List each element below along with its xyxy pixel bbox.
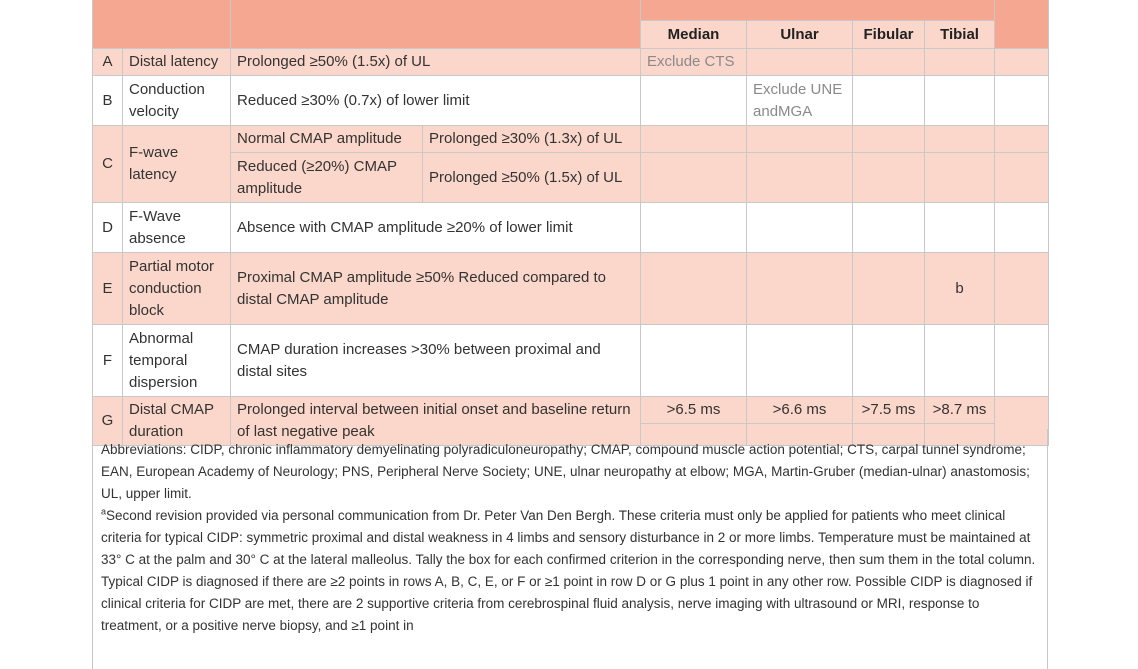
cell-tibial: [925, 49, 995, 76]
row-criterion-name: Distal latency: [123, 49, 231, 76]
cell-total: [995, 49, 1049, 76]
row-definition: Prolonged ≥50% (1.5x) of UL: [231, 49, 641, 76]
cell-tibial: [925, 76, 995, 126]
row-criterion-name: F-Wave absence: [123, 203, 231, 253]
row-definition: Prolonged ≥50% (1.5x) of UL: [423, 153, 641, 203]
header-nerves: [641, 0, 995, 21]
cell-median: [641, 126, 747, 153]
cell-ulnar: [747, 253, 853, 325]
cell-fibular: [853, 49, 925, 76]
row-d: [93, 203, 1049, 253]
cell-fibular: [853, 76, 925, 126]
footnote: [101, 505, 1039, 637]
row-letter: D: [93, 203, 123, 253]
cell-tibial: [925, 325, 995, 397]
footnote-text: Second revision provided via personal communication from Dr. Peter Van Den Bergh. These criteria must only be applied for patients who meet clinical criteria for typical CIDP: symmetric proximal and distal weakness in 4 limbs and sensory disturbance in 2 or more limbs. Temperature must be maintained at 33° C at the palm and 30° C at the lateral malleolus. Tally the box for each confirmed criterion in the corresponding nerve, then sum them in the total column. Typical CIDP is diagnosed if there are ≥2 points in rows A, B, C, E, or F or ≥1 point in row D or G plus 1 point in any other row. Possible CIDP is diagnosed if clinical criteria for CIDP are met, there are 2 supportive criteria from cerebrospinal fluid analysis, nerve imaging with ultrasound or MRI, response to treatment, or a positive nerve biopsy, and ≥1 point in: [101, 508, 1036, 633]
cell-total: [995, 76, 1049, 126]
row-e: [93, 253, 1049, 325]
row-a: [93, 49, 1049, 76]
cell-tibial: [925, 126, 995, 153]
row-definition: CMAP duration increases >30% between proximal and distal sites: [231, 325, 641, 397]
row-definition: Proximal CMAP amplitude ≥50% Reduced compared to distal CMAP amplitude: [231, 253, 641, 325]
row-criterion-name: Partial motor conduction block: [123, 253, 231, 325]
cell-total: [995, 153, 1049, 203]
cell-tibial: [925, 153, 995, 203]
row-subcondition: Reduced (≥20%) CMAP amplitude: [231, 153, 423, 203]
abbreviations-note: Abbreviations: CIDP, chronic inflammatory demyelinating polyradiculoneuropathy; CMAP, compound muscle action potential; CTS, carpal tunnel syndrome; EAN, European Academy of Neurology; PNS, Peripheral Nerve Society; UNE, ulnar neuropathy at elbow; MGA, Martin-Gruber (median-ulnar) anastomosis; UL, upper limit.: [101, 442, 1030, 501]
header-total: [995, 0, 1049, 49]
header-ulnar: Ulnar: [747, 21, 853, 49]
row-definition: Reduced ≥30% (0.7x) of lower limit: [231, 76, 641, 126]
cell-median: [641, 253, 747, 325]
cell-total: [995, 325, 1049, 397]
header-criterion: [93, 0, 231, 49]
cell-tibial: b: [925, 253, 995, 325]
cell-total: [995, 203, 1049, 253]
row-letter: C: [93, 126, 123, 203]
cell-fibular: [853, 325, 925, 397]
cell-total: [995, 126, 1049, 153]
row-letter: G: [93, 397, 123, 446]
cell-tibial: >8.7 ms: [925, 397, 995, 424]
row-definition: Prolonged ≥30% (1.3x) of UL: [423, 126, 641, 153]
row-subcondition: Normal CMAP amplitude: [231, 126, 423, 153]
cell-ulnar: >6.6 ms: [747, 397, 853, 424]
row-letter: A: [93, 49, 123, 76]
cell-ulnar: [747, 49, 853, 76]
row-criterion-name: Distal CMAP duration: [123, 397, 231, 446]
cell-ulnar: [747, 126, 853, 153]
cell-fibular: [853, 153, 925, 203]
header-fibular: Fibular: [853, 21, 925, 49]
table-notes: [92, 429, 1048, 669]
cell-median: >6.5 ms: [641, 397, 747, 424]
cell-fibular: [853, 253, 925, 325]
cell-fibular: [853, 203, 925, 253]
cell-ulnar: [747, 203, 853, 253]
cell-median: [641, 203, 747, 253]
row-criterion-name: Conduction velocity: [123, 76, 231, 126]
criteria-table: [92, 0, 1049, 446]
cell-total: [995, 253, 1049, 325]
row-g: [93, 397, 1049, 424]
row-definition: Absence with CMAP amplitude ≥20% of lower limit: [231, 203, 641, 253]
row-c: [93, 126, 1049, 153]
cell-median: [641, 153, 747, 203]
row-criterion-name: F-wave latency: [123, 126, 231, 203]
cell-fibular: [853, 126, 925, 153]
row-f: [93, 325, 1049, 397]
cell-ulnar: [747, 325, 853, 397]
cell-fibular: >7.5 ms: [853, 397, 925, 424]
header-definition: [231, 0, 641, 49]
header-tibial: Tibial: [925, 21, 995, 49]
row-criterion-name: Abnormal temporal dispersion: [123, 325, 231, 397]
row-letter: E: [93, 253, 123, 325]
header-median: Median: [641, 21, 747, 49]
cell-tibial: [925, 203, 995, 253]
row-letter: F: [93, 325, 123, 397]
row-b: [93, 76, 1049, 126]
footnote-mark: a: [101, 506, 107, 517]
row-c-2: [93, 153, 1049, 203]
cell-median: [641, 76, 747, 126]
row-letter: B: [93, 76, 123, 126]
cell-ulnar: Exclude UNE andMGA: [747, 76, 853, 126]
cell-median: Exclude CTS: [641, 49, 747, 76]
cell-ulnar: [747, 153, 853, 203]
cell-median: [641, 325, 747, 397]
row-definition: Prolonged interval between initial onset and baseline return of last negative peak: [231, 397, 641, 446]
